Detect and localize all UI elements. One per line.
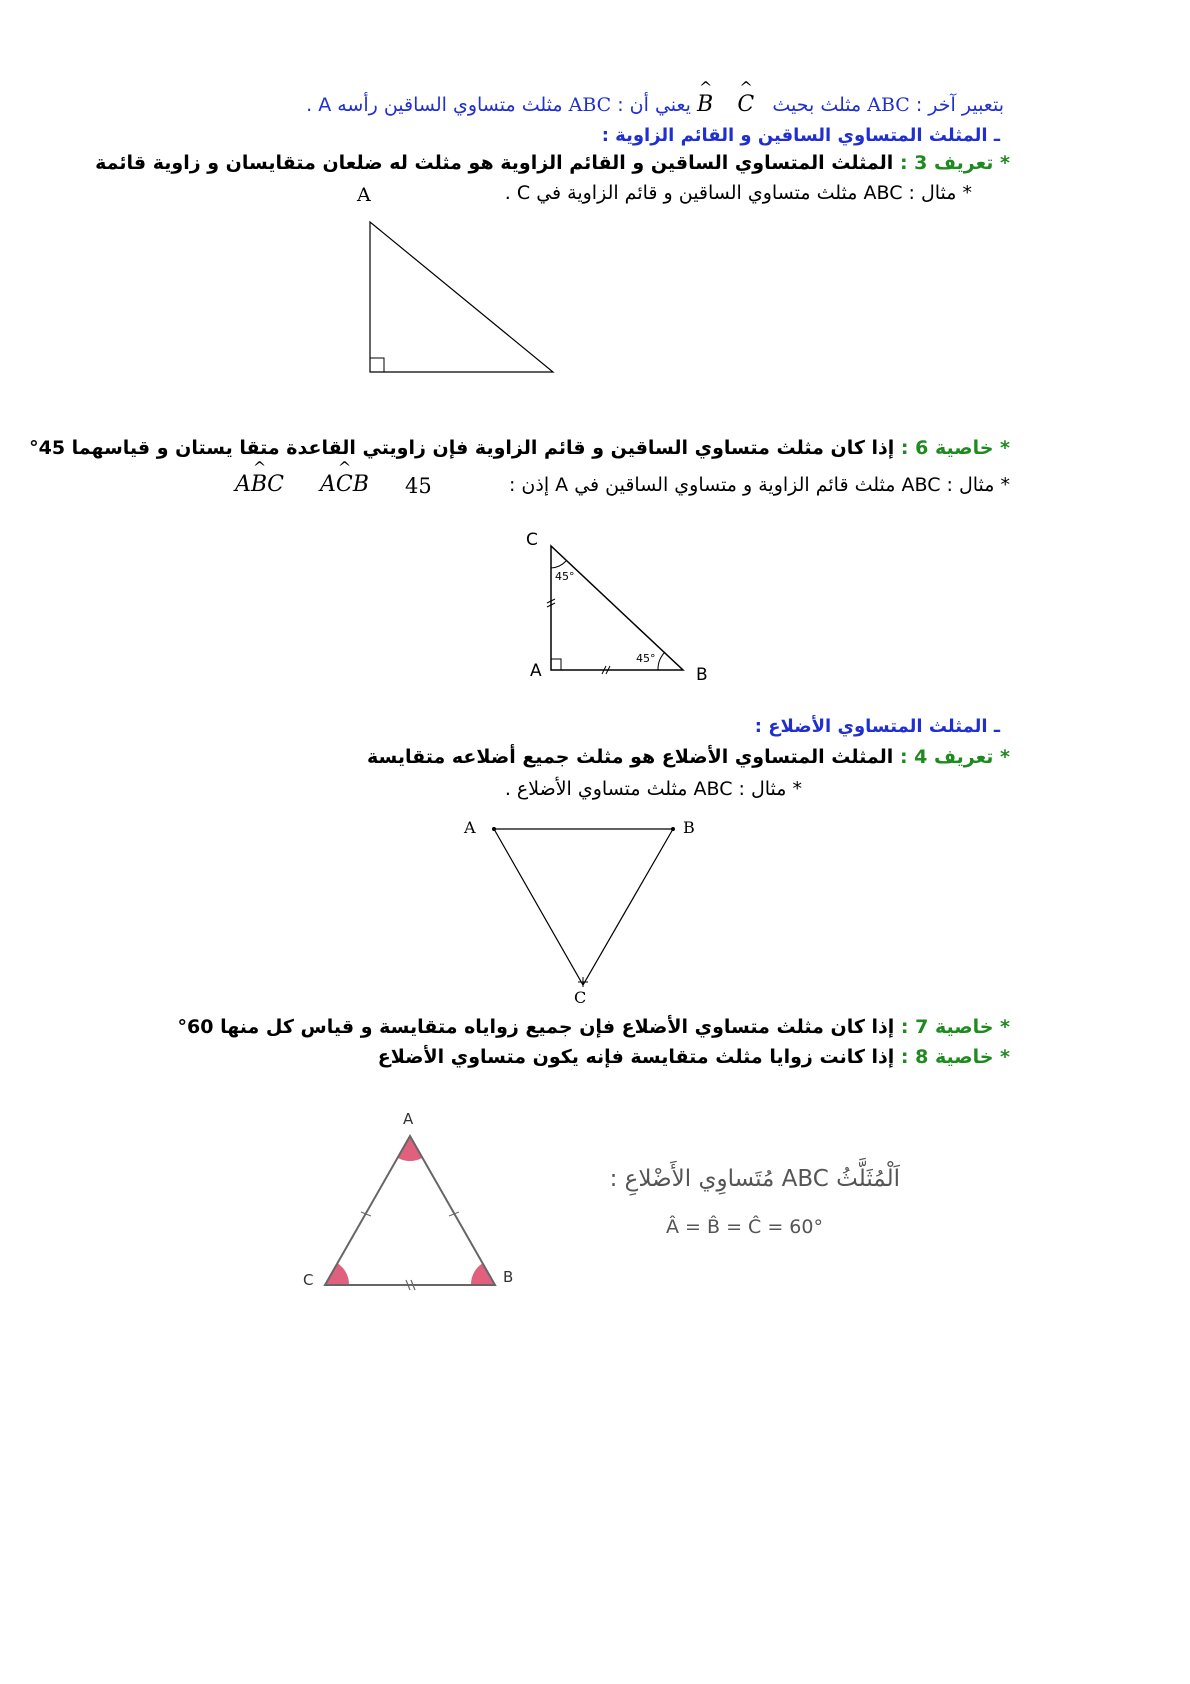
definition-3-label: * تعريف 3 : — [899, 152, 1010, 174]
property-7 — [178, 1016, 1010, 1038]
definition-4 — [367, 746, 1010, 768]
intro-post: مثلث متساوي الساقين رأسه A . — [306, 94, 563, 116]
figure2-angle-bottom: 45° — [636, 652, 656, 665]
definition-3 — [95, 152, 1010, 174]
figure2-label-b: B — [696, 665, 708, 685]
definition-4-label: * تعريف 4 : — [899, 746, 1010, 768]
vertex-label-a: A — [357, 184, 371, 206]
figure2-label-a: A — [530, 661, 542, 681]
definition-3-text: المثلث المتساوي الساقين و القائم الزاوية هو مثلث له ضلعان متقايسان و زاوية قائمة — [95, 152, 894, 174]
angle-abc: A^ BC — [235, 472, 284, 497]
intro-mid1: مثلث بحيث — [772, 94, 862, 116]
angle-acb: A^ CB — [320, 472, 369, 497]
property-8-text: إذا كانت زوايا مثلث متقايسة فإنه يكون متساوي الأضلاع — [377, 1046, 895, 1068]
example-6: * مثال : ABC مثلث قائم الزاوية و متساوي الساقين في A إذن : — [508, 474, 1010, 496]
figure3-label-a: A — [464, 818, 476, 837]
figure4-label-c: C — [303, 1271, 314, 1289]
definition-4-text: المثلث المتساوي الأضلاع هو مثلث جميع أضلاعه متقايسة — [366, 746, 894, 768]
intro-pre: بتعبير آخر : — [915, 94, 1004, 116]
intro-mid2: يعني أن : — [617, 94, 691, 116]
figure2-label-c: C — [526, 530, 538, 550]
figure4-label-b: B — [503, 1268, 514, 1286]
heading-isosceles-right: ـ المثلث المتساوي الساقين و القائم الزاوية : — [601, 125, 1000, 146]
property-7-label: * خاصية 7 : — [900, 1016, 1010, 1038]
angle-b-hat: ^ B — [697, 92, 713, 117]
intro-abc: ABC — [867, 94, 910, 116]
figure4-caption-line2: Â = B̂ = Ĉ = 60° — [666, 1216, 823, 1238]
property-7-text: إذا كان مثلث متساوي الأضلاع فإن جميع زواياه متقايسة و قياس كل منها 60° — [177, 1016, 895, 1038]
example-3: * مثال : ABC مثلث متساوي الساقين و قائم الزاوية في C . — [504, 182, 972, 204]
figure4-caption-line1: اَلْمُثَلَّثُ ABC مُتَساوِي الأَضْلاعِ : — [609, 1166, 900, 1192]
intro-line — [306, 92, 1004, 117]
example-6-value: 45 — [405, 474, 432, 498]
example-4: * مثال : ABC مثلث متساوي الأضلاع . — [504, 778, 802, 800]
property-6-text: إذا كان مثلث متساوي الساقين و قائم الزاوية فإن زاويتي القاعدة متقا يستان و قياسهما 45° — [29, 437, 895, 459]
property-6-label: * خاصية 6 : — [900, 437, 1010, 459]
property-8-label: * خاصية 8 : — [900, 1046, 1010, 1068]
figure3-label-c: C — [574, 988, 587, 1007]
heading-equilateral: ـ المثلث المتساوي الأضلاع : — [754, 716, 1000, 737]
angle-c-hat: ^ C — [737, 92, 754, 117]
property-6 — [29, 437, 1010, 459]
figure3-label-b: B — [683, 818, 695, 837]
property-8 — [378, 1046, 1010, 1068]
figure4-label-a: A — [403, 1110, 414, 1128]
intro-abc2: ABC — [568, 94, 612, 116]
figure2-angle-top: 45° — [555, 570, 575, 583]
